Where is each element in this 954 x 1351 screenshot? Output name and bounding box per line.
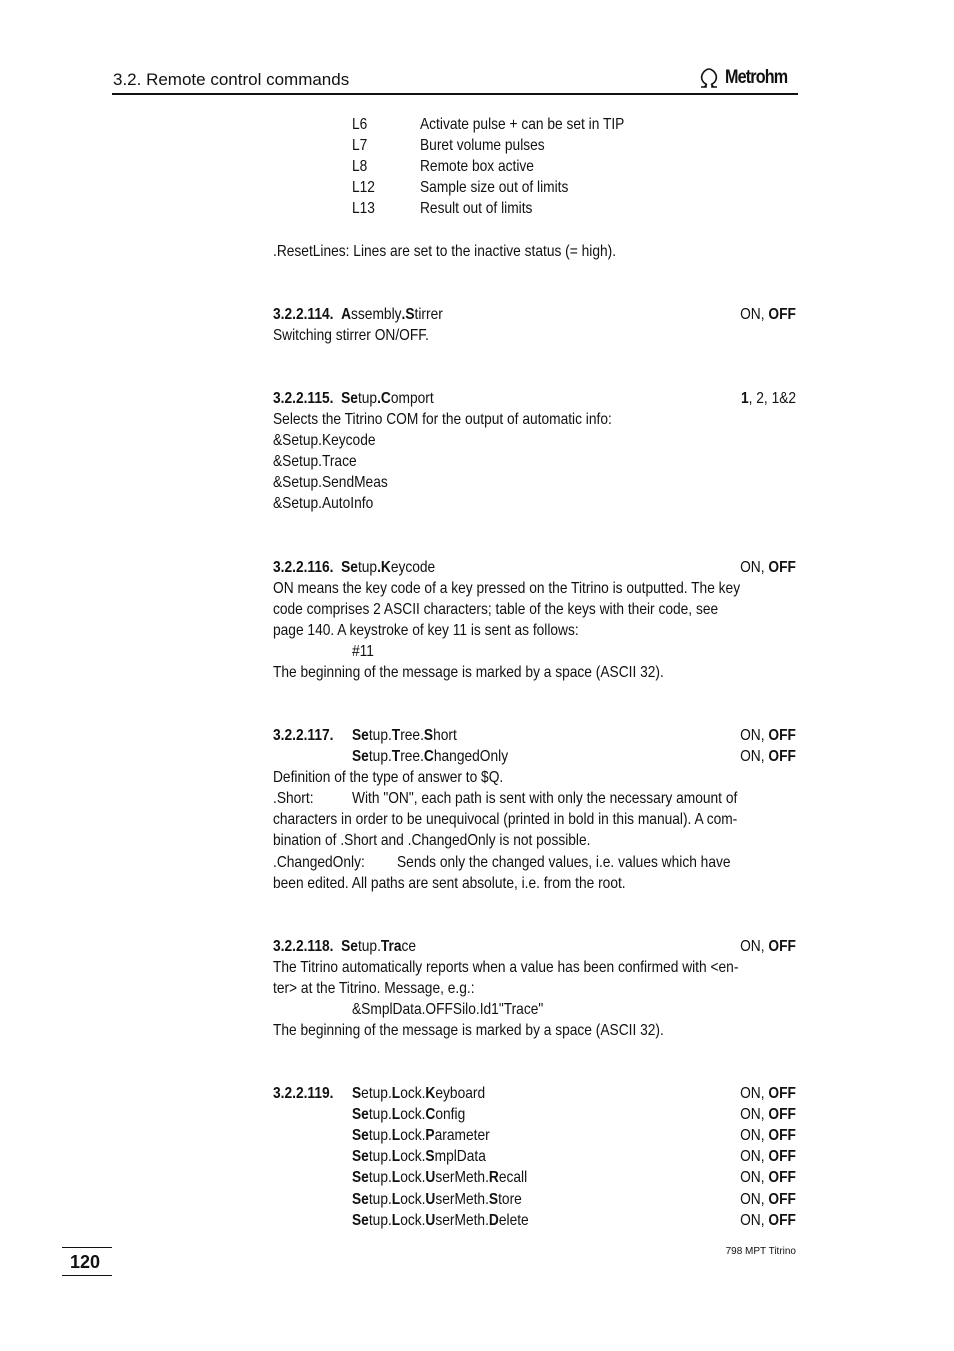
- line-code: L6: [352, 116, 368, 133]
- cmd-bold: U: [425, 1169, 436, 1186]
- example-text: &SmplData.OFFSilo.Id1"Trace": [352, 1001, 544, 1018]
- options-117b: [740, 746, 796, 767]
- cmd-rest: arameter: [434, 1127, 490, 1144]
- cmd-rest: ssembly: [351, 306, 402, 323]
- paragraph-line: Definition of the type of answer to $Q.: [273, 769, 504, 786]
- omega-icon: [697, 67, 721, 89]
- cmd-rest: hort: [433, 727, 457, 744]
- options-119: [740, 1189, 796, 1210]
- footer-rule: [62, 1247, 112, 1248]
- cmd-bold: Se: [352, 748, 369, 765]
- cmd-bold: S: [425, 1148, 435, 1165]
- option-plain: ON,: [740, 1169, 769, 1186]
- cmd-bold: Se: [352, 1212, 369, 1229]
- cmd-bold: L: [391, 1212, 401, 1229]
- options-117a: [740, 725, 796, 746]
- cmd-bold: C: [425, 1106, 436, 1123]
- cmd-bold: P: [425, 1127, 435, 1144]
- cmd-bold: L: [391, 1127, 401, 1144]
- cmd-rest: serMeth.: [435, 1191, 489, 1208]
- line-desc: Remote box active: [420, 158, 534, 175]
- cmd-rest: tup.: [357, 938, 381, 955]
- brand-name: Metrohm: [725, 67, 788, 88]
- options-119: [740, 1104, 796, 1125]
- term-label: .ChangedOnly:: [273, 854, 365, 871]
- option-default: OFF: [768, 1106, 796, 1123]
- cmd-bold: S: [352, 1085, 362, 1102]
- cmd-bold: K: [425, 1085, 436, 1102]
- cmd-rest: ce: [401, 938, 417, 955]
- section-number: 3.2.2.117.: [273, 727, 334, 744]
- section-number: 3.2.2.114.: [273, 306, 334, 323]
- option-default: OFF: [768, 306, 796, 323]
- options-119: [740, 1210, 796, 1231]
- cmd-bold: U: [425, 1191, 436, 1208]
- paragraph-line: Sends only the changed values, i.e. values which have: [397, 854, 731, 871]
- option-plain: ON,: [740, 1106, 769, 1123]
- cmd-rest: ock.: [400, 1148, 426, 1165]
- command-name: [352, 1104, 465, 1125]
- list-item: &Setup.AutoInfo: [273, 495, 374, 512]
- options-119: [740, 1125, 796, 1146]
- option-plain: ON,: [740, 1085, 769, 1102]
- list-item: &Setup.Trace: [273, 453, 357, 470]
- brand-logo: [697, 66, 798, 90]
- section-heading-119: [273, 1083, 333, 1104]
- cmd-bold: Se: [352, 727, 369, 744]
- description-114: Switching stirrer ON/OFF.: [273, 327, 429, 344]
- cmd-bold: D: [488, 1212, 499, 1229]
- command-name: [352, 1146, 486, 1167]
- paragraph-line: ter> at the Titrino. Message, e.g.:: [273, 980, 475, 997]
- cmd-rest: ock.: [400, 1169, 426, 1186]
- cmd-rest: tirrer: [414, 306, 443, 323]
- section-heading-115: [273, 388, 434, 409]
- cmd-rest: ecall: [498, 1169, 528, 1186]
- option-plain: ON,: [740, 748, 769, 765]
- page-number: 120: [70, 1252, 101, 1272]
- cmd-rest: eycode: [390, 559, 436, 576]
- options-119: [740, 1083, 796, 1104]
- options-118: [740, 936, 796, 957]
- command-name: [352, 725, 457, 746]
- cmd-bold: L: [391, 1191, 401, 1208]
- cmd-rest: ock.: [400, 1085, 426, 1102]
- cmd-rest: ock.: [400, 1127, 426, 1144]
- paragraph-line: been edited. All paths are sent absolute, i.e. from the root.: [273, 875, 626, 892]
- description-115: Selects the Titrino COM for the output of automatic info:: [273, 411, 612, 428]
- option-default: OFF: [768, 1212, 796, 1229]
- cmd-rest: ree.: [400, 727, 424, 744]
- paragraph-line: bination of .Short and .ChangedOnly is not possible.: [273, 832, 591, 849]
- cmd-bold: Tra: [380, 938, 402, 955]
- paragraph-line: The beginning of the message is marked by a space (ASCII 32).: [273, 1022, 664, 1039]
- line-desc: Activate pulse + can be set in TIP: [420, 116, 625, 133]
- option-plain: ON,: [740, 1212, 769, 1229]
- cmd-bold: L: [391, 1085, 401, 1102]
- list-item: &Setup.SendMeas: [273, 474, 388, 491]
- cmd-bold: A: [341, 306, 352, 323]
- section-heading-116: [273, 557, 435, 578]
- cmd-bold: S: [488, 1191, 499, 1208]
- cmd-bold: L: [391, 1106, 401, 1123]
- cmd-rest: mplData: [434, 1148, 486, 1165]
- cmd-rest: ree.: [400, 748, 424, 765]
- cmd-bold: Se: [352, 1148, 369, 1165]
- cmd-rest: tup.: [368, 1212, 392, 1229]
- cmd-rest: tup.: [368, 748, 392, 765]
- option-plain: ON,: [740, 1148, 769, 1165]
- line-code: L12: [352, 179, 375, 196]
- cmd-rest: tup.: [368, 727, 392, 744]
- cmd-bold: .K: [377, 559, 391, 576]
- section-heading-114: [273, 304, 443, 325]
- cmd-rest: tup: [357, 390, 378, 407]
- options-114: [740, 304, 796, 325]
- reset-lines-text: .ResetLines: Lines are set to the inactive status (= high).: [273, 243, 617, 260]
- cmd-rest: serMeth.: [435, 1212, 489, 1229]
- option-default: OFF: [768, 1148, 796, 1165]
- section-number: 3.2.2.119.: [273, 1085, 334, 1102]
- cmd-bold: C: [423, 748, 434, 765]
- cmd-rest: tup.: [368, 1148, 392, 1165]
- option-default: OFF: [768, 1169, 796, 1186]
- cmd-rest: tup: [357, 559, 378, 576]
- cmd-rest: onfig: [435, 1106, 466, 1123]
- paragraph-line: page 140. A keystroke of key 11 is sent as follows:: [273, 622, 579, 639]
- option-default: OFF: [768, 1191, 796, 1208]
- cmd-rest: tup.: [368, 1106, 392, 1123]
- cmd-bold: S: [423, 727, 434, 744]
- option-default: OFF: [768, 748, 796, 765]
- cmd-rest: tup.: [368, 1127, 392, 1144]
- cmd-rest: ock.: [400, 1212, 426, 1229]
- paragraph-line: The beginning of the message is marked by a space (ASCII 32).: [273, 664, 664, 681]
- section-heading-117: [273, 725, 333, 746]
- command-name: [352, 1167, 527, 1188]
- options-115: [741, 388, 796, 409]
- option-plain: ON,: [740, 727, 769, 744]
- cmd-bold: L: [391, 1169, 401, 1186]
- section-number: 3.2.2.118.: [273, 938, 334, 955]
- line-code: L13: [352, 200, 375, 217]
- cmd-bold: Se: [352, 1191, 369, 1208]
- cmd-rest: tup.: [368, 1191, 392, 1208]
- cmd-bold: R: [488, 1169, 499, 1186]
- section-number: 3.2.2.116.: [273, 559, 334, 576]
- footer-rule: [62, 1275, 112, 1276]
- paragraph-line: ON means the key code of a key pressed on the Titrino is outputted. The key: [273, 580, 741, 597]
- command-name: [352, 746, 508, 767]
- cmd-rest: elete: [498, 1212, 529, 1229]
- option-default: OFF: [768, 559, 796, 576]
- cmd-rest: ock.: [400, 1106, 426, 1123]
- paragraph-line: code comprises 2 ASCII characters; table of the keys with their code, see: [273, 601, 719, 618]
- cmd-rest: ock.: [400, 1191, 426, 1208]
- option-plain: ON,: [740, 1127, 769, 1144]
- option-default: OFF: [768, 1127, 796, 1144]
- cmd-rest: tore: [498, 1191, 522, 1208]
- cmd-bold: L: [391, 1148, 401, 1165]
- option-default: OFF: [768, 1085, 796, 1102]
- example-text: #11: [352, 643, 374, 660]
- list-item: &Setup.Keycode: [273, 432, 376, 449]
- product-name: 798 MPT Titrino: [725, 1246, 796, 1257]
- cmd-bold: Se: [341, 559, 358, 576]
- options-116: [740, 557, 796, 578]
- cmd-bold: Se: [352, 1169, 369, 1186]
- paragraph-line: With "ON", each path is sent with only the necessary amount of: [352, 790, 738, 807]
- section-title: 3.2. Remote control commands: [113, 70, 350, 89]
- cmd-bold: Se: [341, 390, 358, 407]
- cmd-bold: Se: [341, 938, 358, 955]
- option-plain: ON,: [740, 306, 769, 323]
- command-name: [352, 1125, 490, 1146]
- option-default: OFF: [768, 727, 796, 744]
- option-plain: ON,: [740, 559, 769, 576]
- line-desc: Sample size out of limits: [420, 179, 569, 196]
- header-rule: [112, 93, 798, 95]
- section-number: 3.2.2.115.: [273, 390, 334, 407]
- line-code: L7: [352, 137, 368, 154]
- line-code: L8: [352, 158, 368, 175]
- cmd-rest: omport: [390, 390, 434, 407]
- cmd-rest: hangedOnly: [433, 748, 509, 765]
- command-name: [352, 1210, 529, 1231]
- paragraph-line: The Titrino automatically reports when a value has been confirmed with <en-: [273, 959, 739, 976]
- cmd-bold: .S: [401, 306, 415, 323]
- cmd-rest: serMeth.: [435, 1169, 489, 1186]
- term-label: .Short:: [273, 790, 314, 807]
- cmd-rest: etup.: [361, 1085, 392, 1102]
- cmd-bold: T: [391, 727, 401, 744]
- cmd-rest: eyboard: [435, 1085, 486, 1102]
- options-119: [740, 1146, 796, 1167]
- cmd-bold: Se: [352, 1127, 369, 1144]
- option-plain: , 2, 1&2: [748, 390, 796, 407]
- command-name: [352, 1189, 522, 1210]
- option-default: OFF: [768, 938, 796, 955]
- paragraph-line: characters in order to be unequivocal (printed in bold in this manual). A com-: [273, 811, 738, 828]
- option-plain: ON,: [740, 938, 769, 955]
- options-119: [740, 1167, 796, 1188]
- option-plain: ON,: [740, 1191, 769, 1208]
- cmd-bold: T: [391, 748, 401, 765]
- cmd-bold: .C: [377, 390, 391, 407]
- cmd-rest: tup.: [368, 1169, 392, 1186]
- cmd-bold: Se: [352, 1106, 369, 1123]
- section-heading-118: [273, 936, 416, 957]
- line-desc: Buret volume pulses: [420, 137, 545, 154]
- command-name: [352, 1083, 485, 1104]
- option-default: 1: [740, 390, 749, 407]
- cmd-bold: U: [425, 1212, 436, 1229]
- line-desc: Result out of limits: [420, 200, 533, 217]
